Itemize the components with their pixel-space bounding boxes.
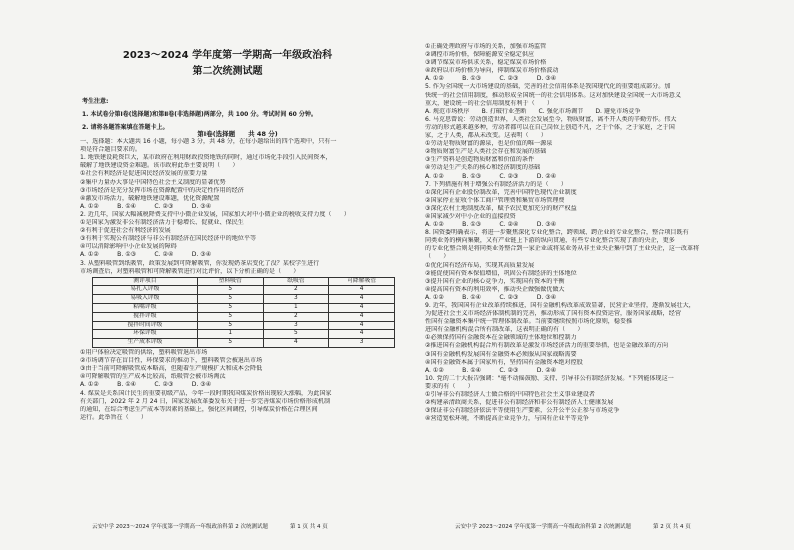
left-questions-a bbox=[80, 138, 395, 276]
question-line: 5. 作为全国统一大市场建设的基础，完善的社会信用体系是我国现代化的重要组成部分。加 bbox=[425, 83, 671, 91]
question-line: 同类业务的横向集聚，又有产业链上下游的纵向贯通，有些专业化整合实现了新的央企，更多 bbox=[425, 237, 675, 245]
question-line: ①深化国有企业股份制改革，完善中国特色现代企业制度 bbox=[425, 188, 577, 196]
table-row bbox=[93, 339, 395, 348]
straw-comparison-table bbox=[92, 277, 395, 348]
table-cell: 生产成本评级 bbox=[93, 339, 198, 348]
question-line: 快统一的社会信用制度，推动形成全国统一的社会信用体系。这对加快建设全国统一大市场意义 bbox=[425, 91, 681, 99]
table-cell: 2 bbox=[263, 286, 329, 295]
table-cell: 环保评级 bbox=[93, 330, 198, 339]
question-line: 的专业化整合则是将同类业务整合到一家企业或将某业务从非主业央企集中到了主业央企，这一改革将 bbox=[425, 245, 700, 253]
table-cell: 5 bbox=[197, 321, 263, 330]
question-line: ④政府以市场价格为导向，抑制煤炭市场价格波动 bbox=[425, 67, 559, 75]
question-line: 6. 马克思曾说：劳动创造世界，人类社会发展至今，物质财富，离不开人类的辛勤劳作。伟大 bbox=[425, 115, 677, 123]
table-row bbox=[93, 295, 395, 304]
question-line: ③有利于实现公有制经济与非公有制经济在国民经济中的地位平等 bbox=[80, 235, 257, 243]
question-line: 要求的有（ ） bbox=[425, 382, 474, 390]
question-line: 进国有金融机构混合所有制改革，这表明正确的有（ ） bbox=[425, 326, 584, 334]
question-line: ①引导非公有制经济人士做合格的中国特色社会主义事业建设者 bbox=[425, 391, 595, 399]
table-cell: 5 bbox=[197, 339, 263, 348]
question-line: 7. 下列措施有利于增强公有制经济活力的是（ ） bbox=[425, 180, 567, 188]
question-line: ②能促使国有资本保值增值，巩固公有制经济的主体地位 bbox=[425, 269, 577, 277]
table-row bbox=[93, 286, 395, 295]
question-line: ①是国家为激发非公有制经济活力于稳增长、促就业、保民生 bbox=[80, 219, 244, 227]
question-line: 家，之于人类，都从未改变。这表明（ ） bbox=[425, 132, 547, 140]
table-cell: 4 bbox=[329, 312, 395, 321]
question-line: ③深化农村土地制度改革，赋予农民更加充分的财产权益 bbox=[425, 204, 577, 212]
question-line: 有关部门，2022 年 2 月 24 日，国家发展改革委发布关于进一步完善煤炭市场价格形成机制 bbox=[80, 397, 331, 405]
page-footer-1: 云安中学 2023～2024 学年度第一学期高一年级政治科第 2 次统测试题 第 1 页 共 4 页 bbox=[92, 524, 328, 530]
question-line: 4. 煤炭是关系国计民生的重要初级产品，今年一段时期我国煤炭价格出现较大涨幅，为此国家 bbox=[80, 389, 332, 397]
question-line: ③市场经济是充分发挥市场在资源配置中的决定性作用的经济 bbox=[80, 186, 244, 194]
question-line: ②物质财富生产是人类社会存在和发展的基础 bbox=[425, 148, 547, 156]
question-line: 9. 近年，我国国有企业改革持续推进，国有金融机构改革成效显著，民营企业坚持，逐渐发展壮大， bbox=[425, 302, 695, 309]
question-line: 破解了地铁建设资金难题。该市政府此举主要说明（ ） bbox=[80, 162, 239, 170]
table-cell: 4 bbox=[329, 295, 395, 304]
table-cell: 5 bbox=[197, 304, 263, 313]
question-line: 2. 近几年，国家大幅减税降费支持中小微企业发展，国家加大对中小微企业的税收支持力度（ ） bbox=[80, 210, 350, 218]
table-cell: 5 bbox=[197, 286, 263, 295]
question-line: ④国有金融资本属于国家所有，坚持国有金融资本绝对控股 bbox=[425, 358, 583, 366]
table-cell: 粘嘴评级 bbox=[93, 304, 198, 313]
question-line: 运行。此举旨在（ ） bbox=[80, 413, 148, 421]
question-line: ①劳动是物质财富的源泉，也是价值的唯一源泉 bbox=[425, 140, 553, 148]
section-heading: 第Ⅰ卷(选择题 共 48 分) bbox=[197, 130, 278, 138]
table-cell: 4 bbox=[263, 339, 329, 348]
question-line: 10. 党的二十大报告强调："毫不动摇鼓励、支持、引导非公有制经济发展。"下列能体现这一 bbox=[425, 374, 674, 382]
table-header-cell: 可降解吸管 bbox=[329, 277, 395, 286]
table-cell: 搅拌评级 bbox=[93, 312, 198, 321]
question-line: A. ①② B. ①③ C. ②③ D. ③④ bbox=[425, 75, 557, 83]
question-line: ③国有金融机构发展国有金融资本必须服从国家战略需要 bbox=[425, 350, 577, 358]
table-cell: 3 bbox=[263, 321, 329, 330]
question-line: ①必须保持国有金融资本在金融领域的主体地位和控制力 bbox=[425, 334, 577, 342]
right-page-body bbox=[425, 43, 770, 423]
question-line: ④激发市场活力，破解地铁建设难题，优化资源配置 bbox=[80, 194, 220, 202]
question-line: A. ①② B. ①③ C. ②④ D. ③④ bbox=[80, 251, 212, 259]
left-page-body bbox=[80, 130, 395, 422]
question-line: ②市场调节存在盲目性，环保要求的推动下，塑料吸管会被退出市场 bbox=[80, 357, 263, 365]
table-header-row bbox=[93, 277, 395, 286]
question-line: ③生产资料是创造物质财富和价值的条件 bbox=[425, 156, 535, 164]
exam-notes bbox=[82, 95, 392, 134]
table-cell: 4 bbox=[329, 286, 395, 295]
question-line: 项是符合题目要求的。 bbox=[80, 146, 141, 154]
question-line: ②调控市场价格，保障能源安全稳定供应 bbox=[425, 51, 535, 59]
table-cell: 5 bbox=[197, 312, 263, 321]
question-line: （ ） bbox=[425, 253, 450, 261]
table-cell: 4 bbox=[329, 304, 395, 313]
question-line: ①优化国有经济布局，实现其高质量发展 bbox=[425, 261, 535, 269]
question-line: 为促进社会主义市场经济体制机制的完善，推动形成了国有资本投资运营，服务国家战略，经营 bbox=[425, 310, 681, 318]
question-line: ④营造宽松环境，不断提高企业竞争力，与国有企业平等竞争 bbox=[425, 415, 589, 423]
table-cell: 4 bbox=[329, 330, 395, 339]
question-line: A. ①② B. ①③ C. ②③ D. ②④ bbox=[425, 172, 557, 180]
note-line: 2. 请将各题答案填在答题卡上。 bbox=[82, 124, 169, 131]
table-cell: 易吸入评级 bbox=[93, 295, 198, 304]
question-line: ①正确处理政府与市场的关系，加强市场监管 bbox=[425, 43, 547, 50]
question-line: ③提升国有企业的核心竞争力，实现国有资本的平衡 bbox=[425, 277, 565, 285]
question-line: ①用户体验决定吸管的供给，塑料吸管退出市场 bbox=[80, 349, 208, 357]
question-line: ②集中力量办大事是中国特色社会主义制度的显著优势 bbox=[80, 178, 226, 186]
table-header-cell: 纸吸管 bbox=[263, 277, 329, 286]
question-line: ④提高国有资本的利用效率，推动央企做强做优做大 bbox=[425, 285, 565, 293]
table-header-cell: 塑料吸管 bbox=[197, 277, 263, 286]
question-line: 的通知，在综合考虑生产成本等因素的基础上，强化区间调控，引导煤炭价格在合理区间 bbox=[80, 405, 318, 413]
table-cell: 3 bbox=[329, 339, 395, 348]
question-line: A. ①② B. ①④ C. ②③ D. ③④ bbox=[425, 293, 557, 301]
table-cell: 易扎入评级 bbox=[93, 286, 198, 295]
question-line: 重大，建设统一的社会信用制度有利于（ ） bbox=[425, 99, 553, 107]
note-line: 1. 本试卷分第Ⅰ卷(选择题)和第Ⅱ卷(非选择题)两部分，共 100 分。考试时间 60 分钟。 bbox=[82, 111, 317, 118]
question-line: A. ①② B. ①④ C. ②③ D. ②④ bbox=[425, 366, 557, 374]
question-line: ④劳动是生产关系的核心和经济制度的基础 bbox=[425, 164, 541, 172]
question-line: ③调节煤炭市场供求关系，稳定煤炭市场价格 bbox=[425, 59, 547, 67]
question-line: ③保证非公有制经济依法平等使用生产要素，公开公平公正参与市场竞争 bbox=[425, 407, 620, 415]
exam-subtitle: 第二次统测试题 bbox=[192, 66, 263, 77]
question-line: A. ①② B. ①④ C. ②③ D. ③④ bbox=[80, 381, 212, 389]
table-row bbox=[93, 321, 395, 330]
question-line: 8. 国资委明确表示，将进一步聚焦深化专业化整合，跨领域、跨企业的专业化整合，整合项目既有 bbox=[425, 229, 689, 237]
question-line: ②国家停止征收个体工商户管理费和集贸市场管理费 bbox=[425, 196, 565, 204]
table-row bbox=[93, 330, 395, 339]
question-line: ④可以消除影响中小企业发展的障碍 bbox=[80, 243, 177, 251]
table-header-cell: 测评项目 bbox=[93, 277, 198, 286]
question-line: 劳动的形式越来越多种，劳动者都可以在自己岗位上创造不凡，之于个体，之于家庭，之于国 bbox=[425, 123, 675, 131]
table-cell: 1 bbox=[263, 304, 329, 313]
table-cell: 1 bbox=[197, 330, 263, 339]
left-questions-b bbox=[80, 349, 395, 422]
question-line: 一、选择题：本大题共 16 小题，每小题 3 分，共 48 分，在每小题给出的四个选项中，只有一 bbox=[80, 138, 337, 146]
question-line: ④可降解吸管的生产成本比较高，纸吸管会被市场淘汰 bbox=[80, 373, 226, 381]
table-cell: 2 bbox=[263, 312, 329, 321]
question-line: 1. 地铁建设耗资巨大，某市政府在利用财政投资地铁的同时，通过市场化手段引入民间资本， bbox=[80, 154, 332, 162]
exam-title: 2023～2024 学年度第一学期高一年级政治科 bbox=[122, 50, 333, 61]
question-line: A. ①② B. ①④ C. ②③ D. ③④ bbox=[80, 202, 212, 210]
note-line: 考生注意: bbox=[82, 98, 109, 105]
table-row bbox=[93, 312, 395, 321]
question-line: 3. 从塑料吸管到纸吸管，政策发展到可降解吸管，你发现奶茶店变化了没？某校学生进行 bbox=[80, 259, 320, 267]
right-questions bbox=[425, 43, 770, 423]
table-cell: 5 bbox=[197, 295, 263, 304]
table-cell: 3 bbox=[263, 295, 329, 304]
table-cell: 5 bbox=[263, 330, 329, 339]
question-line: A. ①② B. ①③ C. ②④ D. ③④ bbox=[425, 221, 557, 229]
question-line: ②有利于促进社会有利经济的发展 bbox=[80, 227, 171, 235]
table-cell: 4 bbox=[329, 321, 395, 330]
table-row bbox=[93, 304, 395, 313]
question-line: ④国家减少对中小企业的直接投资 bbox=[425, 212, 516, 220]
question-line: 性国有金融资本集中统一管理体制改革。当前要继续按照市场化原则，稳妥推 bbox=[425, 318, 633, 326]
question-line: 市场调查后，对塑料吸管和可降解吸管进行对比评价，以下分析正确的是（ ） bbox=[80, 267, 300, 275]
question-line: A. 规范市场秩序 B. 打破行业垄断 C. 强化市场调节 D. 避免市场竞争 bbox=[425, 107, 641, 115]
question-line: ①社会有利经济是促进国民经济发展的重要力量 bbox=[80, 170, 208, 178]
question-line: ②构建亲清政商关系，促进非公有制经济和非公有制经济人士健康发展 bbox=[425, 399, 614, 407]
table-cell: 搅拌时间评级 bbox=[93, 321, 198, 330]
question-line: ②推进国有金融机构混合所有制改革是激发市场经济活力的重要举措，也是金融改革的方向 bbox=[425, 342, 669, 350]
page-footer-2: 云安中学 2023～2024 学年度第一学期高一年级政治科第 2 次统测试题 第 2 页 共 4 页 bbox=[455, 524, 691, 530]
question-line: ③由于当前可降解吸管成本略高，但随着生产规模扩大和成本会降低 bbox=[80, 365, 263, 373]
